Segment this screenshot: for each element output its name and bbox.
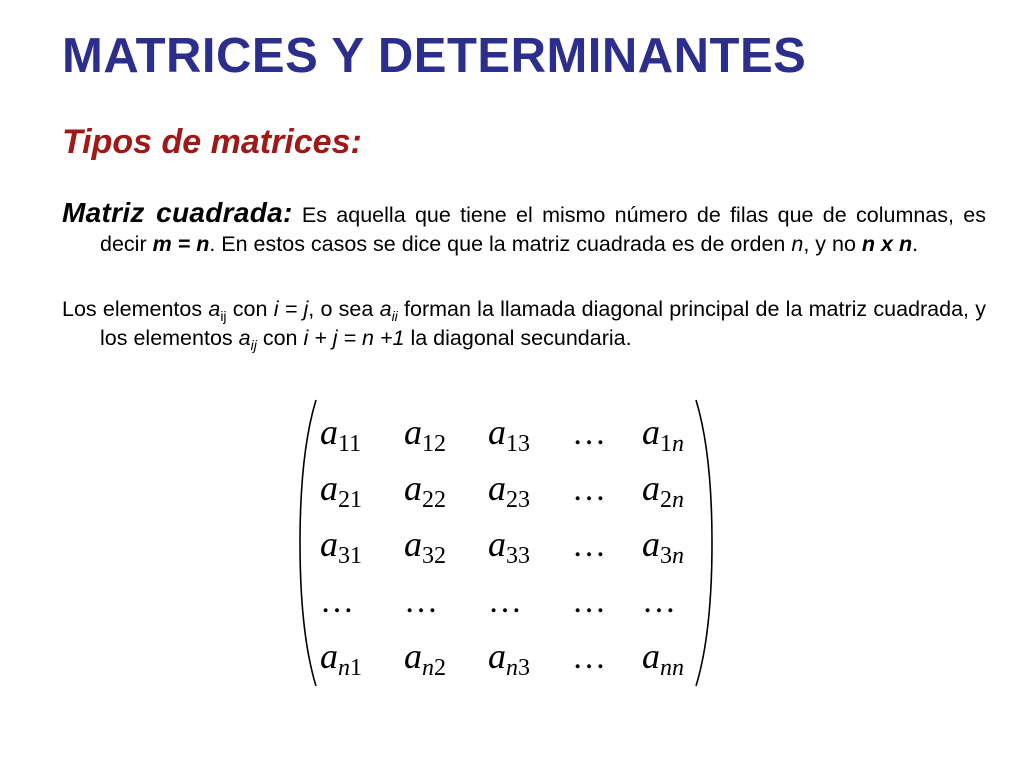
matrix-cell — [572, 572, 642, 628]
matrix-cell-base: a — [642, 524, 660, 564]
i-plus-j-condition: i + j = n +1 — [303, 326, 405, 350]
matrix-cell-base: … — [404, 583, 440, 620]
matrix-cell-base: … — [572, 471, 608, 508]
matrix-cell — [488, 572, 572, 628]
matrix-cell-base: a — [642, 636, 660, 676]
definition-text-1: Es aquella que tiene el mismo número de filas que de columnas, es decir — [100, 203, 986, 256]
matrix-cell — [320, 572, 404, 628]
section-subtitle: Tipos de matrices: — [62, 123, 362, 161]
i-equals-j: i = j — [273, 297, 309, 321]
term-label: Matriz cuadrada: — [62, 197, 293, 228]
matrix-cell-base: a — [404, 412, 422, 452]
matrix-cell-base: a — [488, 468, 506, 508]
matrix-cell-base: a — [488, 524, 506, 564]
matrix-cell-subscript: 3n — [660, 543, 684, 569]
matrix-cell-base: a — [642, 468, 660, 508]
diagonal-text-3: , o sea — [308, 297, 380, 321]
matrix-cell-base: … — [642, 583, 678, 620]
matrix-cell-base: a — [320, 412, 338, 452]
element-a: a — [238, 326, 251, 350]
matrix-cell — [320, 404, 404, 460]
diagonal-text-2: con — [226, 297, 274, 321]
definition-paragraph — [62, 198, 986, 259]
matrix-cell-base: a — [488, 412, 506, 452]
matrix-cell — [572, 460, 642, 516]
matrix-cell-base: a — [404, 636, 422, 676]
subscript-ii: ii — [391, 308, 398, 324]
matrix-cell-base: … — [488, 583, 524, 620]
matrix-cell-subscript: 33 — [506, 543, 530, 569]
matrix-cell-subscript: 22 — [422, 487, 446, 513]
matrix-cell — [488, 628, 572, 684]
matrix-cell-base: … — [572, 527, 608, 564]
matrix-cell — [572, 516, 642, 572]
matrix-cell-base: a — [404, 524, 422, 564]
left-parenthesis-icon — [298, 396, 318, 690]
matrix-cell-base: a — [488, 636, 506, 676]
definition-text-2: . En estos casos se dice que la matriz cuadrada es de orden — [209, 232, 792, 256]
matrix-cell-subscript: n1 — [338, 655, 362, 681]
subscript-ij: ij — [220, 308, 227, 324]
matrix-cell-subscript: 32 — [422, 543, 446, 569]
matrix-cell-base: … — [320, 583, 356, 620]
matrix-cell-subscript: nn — [660, 655, 684, 681]
definition-text-3: , y no — [803, 232, 862, 256]
matrix-cell — [572, 404, 642, 460]
matrix-cell-subscript: 31 — [338, 543, 362, 569]
element-a: a — [379, 297, 392, 321]
matrix-cell — [404, 404, 488, 460]
slide-title: MATRICES Y DETERMINANTES — [62, 29, 807, 83]
matrix-cell-subscript: 2n — [660, 487, 684, 513]
matrix-cell-base: a — [404, 468, 422, 508]
matrix-grid — [320, 404, 700, 684]
matrix-cell — [572, 628, 642, 684]
matrix-cell-base: a — [642, 412, 660, 452]
matrix-cell-subscript: 21 — [338, 487, 362, 513]
matrix-cell-base: a — [320, 524, 338, 564]
n-times-n: n x n — [861, 232, 913, 256]
matrix-cell-base: a — [320, 636, 338, 676]
diagonal-text-5: con — [256, 326, 304, 350]
matrix-cell-base: … — [572, 415, 608, 452]
matrix-cell-subscript: 1n — [660, 431, 684, 457]
order-n: n — [791, 232, 804, 256]
diagonal-paragraph — [62, 295, 986, 353]
matrix-cell — [488, 460, 572, 516]
right-parenthesis-icon — [694, 396, 714, 690]
square-matrix — [298, 396, 714, 690]
matrix-cell — [404, 516, 488, 572]
matrix-cell — [404, 628, 488, 684]
diagonal-text-1: Los elementos — [62, 297, 209, 321]
matrix-cell — [320, 516, 404, 572]
element-a: a — [208, 297, 221, 321]
subscript-ij: ij — [250, 337, 257, 353]
matrix-cell-base: a — [320, 468, 338, 508]
matrix-cell-subscript: n3 — [506, 655, 530, 681]
matrix-cell-subscript: 11 — [338, 431, 362, 457]
matrix-cell-subscript: 12 — [422, 431, 446, 457]
matrix-cell-base: … — [572, 639, 608, 676]
matrix-cell — [320, 628, 404, 684]
diagonal-text-6: la diagonal secundaria. — [404, 326, 632, 350]
m-equals-n: m = n — [152, 232, 210, 256]
matrix-cell — [488, 404, 572, 460]
diagonal-text-4: forman la llamada diagonal principal de la matriz cuadrada, y los elementos — [100, 297, 987, 350]
definition-text-4: . — [912, 232, 919, 256]
matrix-cell — [404, 572, 488, 628]
matrix-cell-base: … — [572, 583, 608, 620]
matrix-cell — [404, 460, 488, 516]
matrix-cell-subscript: n2 — [422, 655, 446, 681]
matrix-cell-subscript: 13 — [506, 431, 530, 457]
matrix-cell — [488, 516, 572, 572]
matrix-cell — [320, 460, 404, 516]
matrix-cell-subscript: 23 — [506, 487, 530, 513]
